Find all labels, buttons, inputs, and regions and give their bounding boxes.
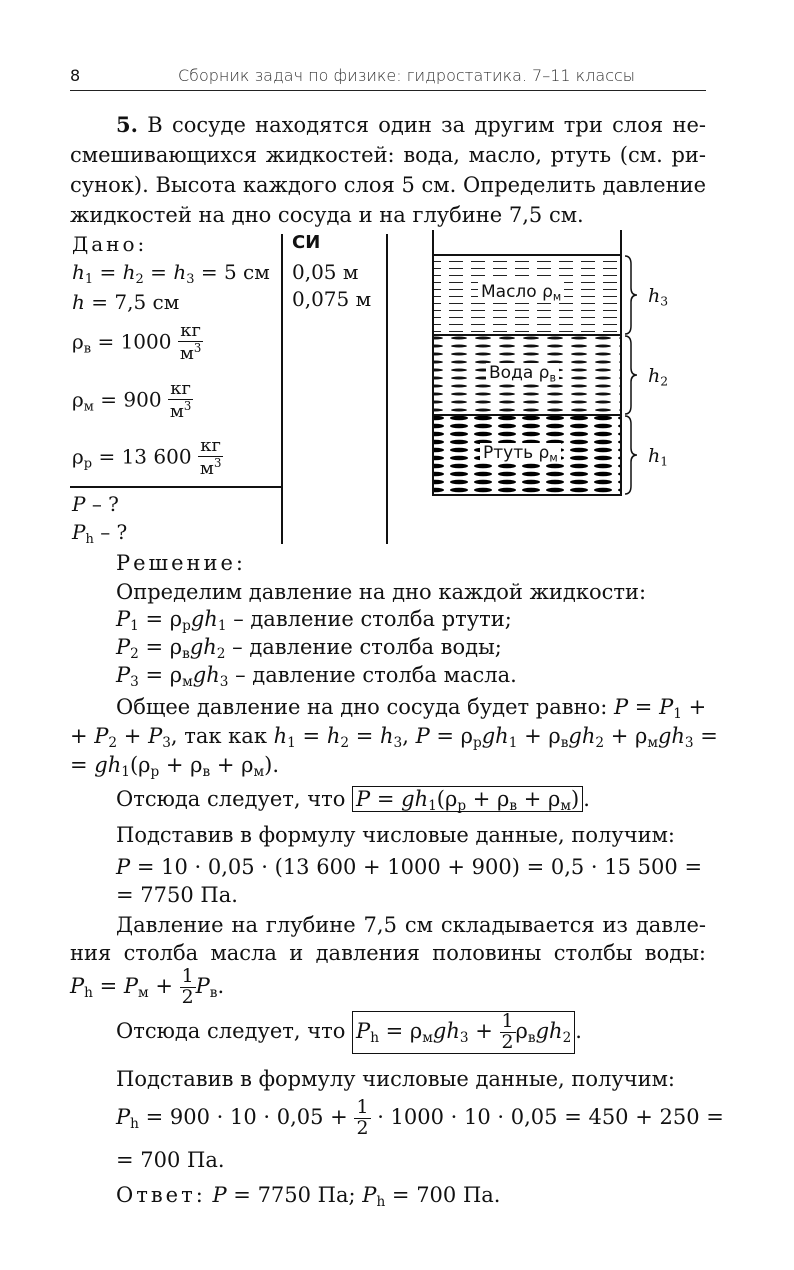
substitute-line-2: Подставив в формулу числовые данные, получим: xyxy=(116,1067,676,1091)
given-depth: h = 7,5 см xyxy=(72,290,180,314)
calc-p-line-2: = 7750 Па. xyxy=(116,883,238,907)
si-divider xyxy=(386,234,388,544)
answer-line: Ответ: P = 7750 Па; $P_h = 700$ Па. xyxy=(116,1183,501,1211)
si-value-2: 0,075 м xyxy=(292,287,372,311)
calc-ph-line-1: $P_h = 900 \cdot 10 \cdot 0,05$ + $\frac{1}{2}$ · 1000 · 10 · 0,05 = 450 + 250 = xyxy=(116,1096,724,1139)
find-divider xyxy=(70,486,282,488)
substitute-line-1: Подставив в формулу числовые данные, получим: xyxy=(116,823,676,847)
given-rho-mercury: $\rho_р = 13$ 600 $\frac{кг}{м^3}$ xyxy=(72,435,222,479)
si-value-1: 0,05 м xyxy=(292,260,359,284)
problem-line-2: смешивающихся жидкостей: вода, масло, ртуть (см. ри- xyxy=(70,143,706,167)
problem-line-3: сунок). Высота каждого слоя 5 см. Определить давление xyxy=(70,173,706,197)
solution-intro: Определим давление на дно каждой жидкости: xyxy=(116,580,647,604)
find-p: P – ? xyxy=(72,492,119,516)
problem-line-4: жидкостей на дно сосуда и на глубине 7,5 см. xyxy=(70,203,584,227)
sum-line-2: + $P_2 + P_3$, так как $h_1 = h_2 = h_3$, $P = \rho_рgh_1 + \rho_вgh_2 + \rho_мgh_3$ = xyxy=(70,724,718,752)
result-ph-box: $P_h = \rho_мgh_3$ + $\frac{1}{2}$ $\rho_вgh_2$ xyxy=(352,1011,575,1054)
h2-label: $h_2$ xyxy=(648,365,669,389)
given-rho-oil: $\rho_м = 900$ $\frac{кг}{м^3}$ xyxy=(72,378,192,422)
calc-p-line-1: P = 10 · 0,05 · (13 600 + 1000 + 900) = 0,5 · 15 500 = xyxy=(116,855,703,879)
calc-ph-line-2: = 700 Па. xyxy=(116,1148,225,1172)
given-title: Дано: xyxy=(72,232,148,256)
brace-h1 xyxy=(625,416,637,494)
water-label: Вода $\rho_в$ xyxy=(486,363,559,383)
result-p-line: Отсюда следует, что $P = gh_1(\rho_р + \rho_в + \rho_м)$ . xyxy=(116,787,590,815)
formula-p1: $P_1 = \rho_рgh_1$ – давление столба ртути; xyxy=(116,607,512,635)
brace-h2 xyxy=(625,336,637,414)
oil-label: Масло $\rho_м$ xyxy=(478,282,564,302)
depth-line-1: Давление на глубине 7,5 см складывается из давле- xyxy=(116,913,706,937)
given-h-equal: $h_1 = h_2 = h_3 = 5$ см xyxy=(72,260,270,287)
sum-line-3: = $gh_1(\rho_р + \rho_в + \rho_м)$. xyxy=(70,753,279,781)
given-rho-water: $\rho_в = 1000$ $\frac{кг}{м^3}$ xyxy=(72,320,202,364)
sum-line-1: Общее давление на дно сосуда будет равно: $P = P_1$ + xyxy=(116,695,707,723)
brace-h3 xyxy=(625,256,637,334)
ph-formula: $P_h = P_м$ + $\frac{1}{2}$ $P_в$. xyxy=(70,965,225,1008)
h3-label: $h_3$ xyxy=(648,285,669,309)
running-title: Сборник задач по физике: гидростатика. 7–11 классы xyxy=(178,66,636,85)
page-number: 8 xyxy=(70,66,81,85)
mercury-label: Ртуть $\rho_м$ xyxy=(480,443,561,463)
given-divider xyxy=(281,234,283,544)
page-header xyxy=(70,62,706,91)
problem-number: 5. xyxy=(116,112,138,137)
formula-p2: $P_2 = \rho_вgh_2$ – давление столба воды; xyxy=(116,635,502,663)
result-p-box: $P = gh_1(\rho_р + \rho_в + \rho_м)$ xyxy=(352,786,583,812)
formula-p3: $P_3 = \rho_мgh_3$ – давление столба масла. xyxy=(116,663,517,691)
si-title: СИ xyxy=(292,232,321,253)
result-ph-line: Отсюда следует, что $P_h = \rho_мgh_3$ + $\frac{1}{2}$ $\rho_вgh_2$ . xyxy=(116,1010,582,1053)
problem-line-1: 5. В сосуде находятся один за другим три слоя не- xyxy=(116,112,706,137)
solution-title: Решение: xyxy=(116,551,247,575)
depth-line-2: ния столба масла и давления половины столбы воды: xyxy=(70,941,706,965)
find-ph: $P_h$ – ? xyxy=(72,520,128,547)
h1-label: $h_1$ xyxy=(648,445,669,469)
